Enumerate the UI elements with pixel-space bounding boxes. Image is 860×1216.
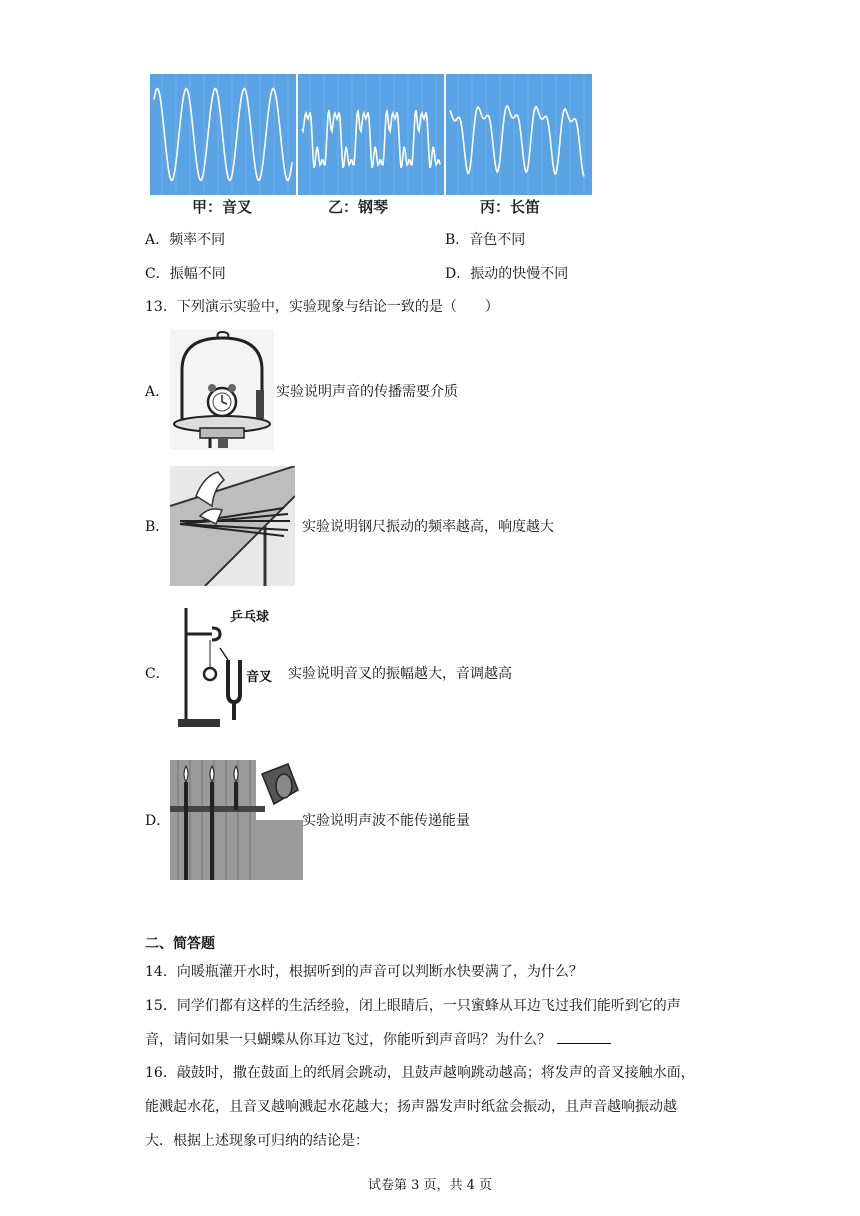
option-text: 音色不同: [469, 232, 526, 248]
ping-pong-label: 乒乓球: [230, 610, 270, 625]
answer-blank[interactable]: [557, 1029, 611, 1044]
q12-option-c: [145, 264, 226, 284]
q13-option-d-text: 实验说明声波不能传递能量: [302, 813, 470, 829]
piano-wave: [298, 74, 444, 195]
q12-option-d: [445, 264, 568, 284]
option-text: 振动的快慢不同: [470, 266, 569, 282]
q13-option-c-text: 实验说明音叉的振幅越大，音调越高: [288, 666, 512, 682]
q13-option-a-text: 实验说明声音的传播需要介质: [276, 384, 458, 400]
waveform-panel-piano: [298, 74, 444, 195]
tuning-fork-label: 音叉: [246, 670, 273, 685]
question-16-line-3: 大．根据上述现象可归纳的结论是：: [145, 1133, 369, 1149]
question-16-line-2: 能溅起水花，且音叉越响溅起水花越大；扬声器发声时纸盆会振动，且声音越响振动越: [145, 1099, 677, 1115]
q13-option-b-letter: B．: [145, 519, 170, 535]
option-letter: B．: [445, 232, 470, 248]
q13-option-b-text: 实验说明钢尺振动的频率越高，响度越大: [302, 519, 554, 535]
tuning-fork-wave: [150, 74, 296, 195]
waveform-label-piano: 乙：钢琴: [328, 198, 389, 216]
tuning-fork-figure: [170, 604, 285, 734]
option-letter: C．: [145, 266, 170, 282]
vibrating-ruler-figure: [170, 466, 295, 586]
option-letter: D．: [445, 266, 471, 282]
option-text: 振幅不同: [169, 266, 226, 282]
q12-option-b: [445, 230, 525, 250]
q13-stem: 13．下列演示实验中，实验现象与结论一致的是（ ）: [145, 299, 499, 315]
option-letter: A．: [145, 232, 170, 248]
question-15-line-2: [145, 1029, 611, 1050]
option-text: 频率不同: [169, 232, 226, 248]
q13-option-d-letter: D．: [145, 813, 171, 829]
waveform-label-tuning-fork: 甲：音叉: [192, 198, 253, 216]
question-16-line-1: 16．敲鼓时，撒在鼓面上的纸屑会跳动，且鼓声越响跳动越高；将发声的音叉接触水面，: [145, 1065, 695, 1081]
page-footer: 试卷第 3 页，共 4 页: [367, 1178, 493, 1193]
waveform-panel-tuning-fork: [150, 74, 296, 195]
q13-option-a-letter: A．: [145, 384, 170, 400]
waveform-label-flute: 丙：长笛: [480, 198, 541, 216]
waveform-panel-flute: [446, 74, 592, 195]
question-15-line-1: 15．同学们都有这样的生活经验，闭上眼睛后，一只蜜蜂从耳边飞过我们能听到它的声: [145, 998, 681, 1014]
section-heading: 二、简答题: [145, 936, 215, 952]
bell-jar-figure: [170, 330, 274, 450]
question-14: 14．向暖瓶灌开水时，根据听到的声音可以判断水快要满了，为什么？: [145, 964, 583, 980]
q12-option-a: [145, 230, 225, 250]
question-15-text: 音，请问如果一只蝴蝶从你耳边飞过，你能听到声音吗？为什么？: [145, 1032, 551, 1048]
q13-option-c-letter: C．: [145, 666, 170, 682]
speaker-candles-figure: [170, 760, 303, 880]
flute-wave: [446, 74, 588, 195]
